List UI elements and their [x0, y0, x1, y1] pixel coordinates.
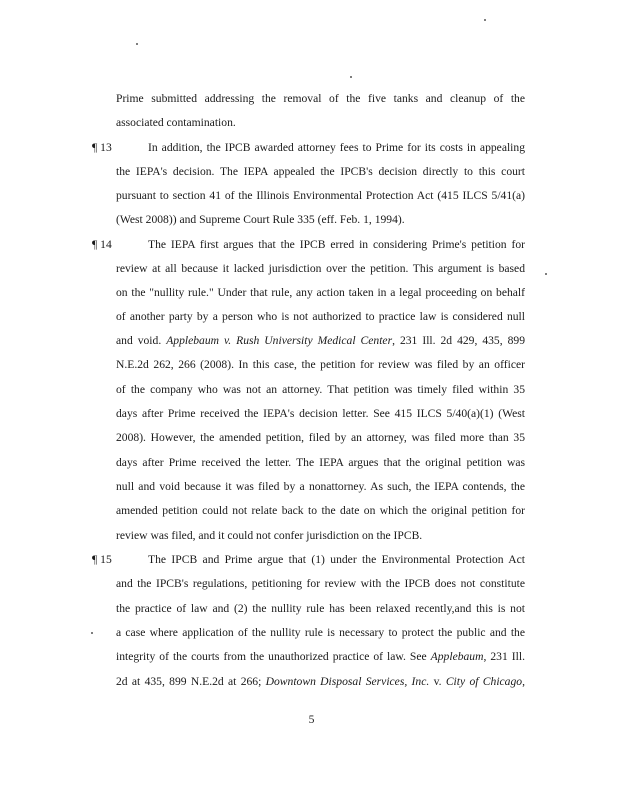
case-citation: Applebaum — [430, 650, 484, 663]
paragraph-line: review at all because it lacked jurisdiction over the petition. This argument is based — [116, 262, 525, 275]
paragraph-line: The IEPA first argues that the IPCB erred in considering Prime's petition for — [148, 238, 525, 251]
paragraph-line: days after Prime received the IEPA's decision letter. See 415 ILCS 5/40(a)(1) (West — [116, 407, 525, 420]
paragraph-line: and void. Applebaum v. Rush University Medical Center, 231 Ill. 2d 429, 435, 899 — [116, 334, 525, 347]
paragraph-line: 2008). However, the amended petition, filed by an attorney, was filed more than 35 — [116, 431, 525, 444]
paragraph-number: ¶ 13 — [92, 141, 112, 154]
paragraph-line: of another party by a person who is not authorized to practice law is considered null — [116, 310, 525, 323]
paragraph-line: the practice of law and (2) the nullity rule has been relaxed recently,and this is not — [116, 602, 525, 615]
paragraph-line: on the "nullity rule." Under that rule, any action taken in a legal proceeding on behalf — [116, 286, 525, 299]
paragraph-line: the IEPA's decision. The IEPA appealed the IPCB's decision directly to this court — [116, 165, 525, 178]
scan-speck — [91, 632, 93, 634]
case-citation: Downtown Disposal Services, Inc. — [265, 675, 430, 688]
paragraph-line: a case where application of the nullity rule is necessary to protect the public and the — [116, 626, 525, 639]
scan-speck — [350, 76, 352, 78]
paragraph-line: 2d at 435, 899 N.E.2d at 266; Downtown Disposal Services, Inc. v. City of Chicago, — [116, 675, 525, 688]
paragraph-line: (West 2008)) and Supreme Court Rule 335 (eff. Feb. 1, 1994). — [116, 213, 405, 226]
scan-speck — [136, 43, 138, 45]
paragraph-line: associated contamination. — [116, 116, 236, 129]
paragraph-line: The IPCB and Prime argue that (1) under the Environmental Protection Act — [148, 553, 525, 566]
paragraph-line: and the IPCB's regulations, petitioning for review with the IPCB does not constitute — [116, 577, 525, 590]
case-citation: City of Chicago — [445, 675, 523, 688]
paragraph-line: Prime submitted addressing the removal of the five tanks and cleanup of the — [116, 92, 525, 105]
paragraph-line: pursuant to section 41 of the Illinois Environmental Protection Act (415 ILCS 5/41(a) — [116, 189, 525, 202]
paragraph-line: days after Prime received the letter. The IEPA argues that the original petition was — [116, 456, 525, 469]
page-number: 5 — [308, 713, 315, 726]
scan-speck — [545, 273, 547, 275]
paragraph-line: null and void because it was filed by a nonattorney. As such, the IEPA contends, the — [116, 480, 525, 493]
paragraph-line: In addition, the IPCB awarded attorney fees to Prime for its costs in appealing — [148, 141, 525, 154]
paragraph-line: amended petition could not relate back to the date on which the original petition for — [116, 504, 525, 517]
paragraph-line: review was filed, and it could not confer jurisdiction on the IPCB. — [116, 529, 423, 542]
paragraph-line: integrity of the courts from the unauthorized practice of law. See Applebaum, 231 Ill. — [116, 650, 525, 663]
paragraph-line: of the company who was not an attorney. That petition was timely filed within 35 — [116, 383, 525, 396]
paragraph-line: N.E.2d 262, 266 (2008). In this case, the petition for review was filed by an officer — [116, 358, 525, 371]
scan-speck — [484, 19, 486, 21]
paragraph-number: ¶ 15 — [92, 553, 112, 566]
case-citation: Applebaum v. Rush University Medical Center — [166, 334, 393, 347]
paragraph-number: ¶ 14 — [92, 238, 112, 251]
